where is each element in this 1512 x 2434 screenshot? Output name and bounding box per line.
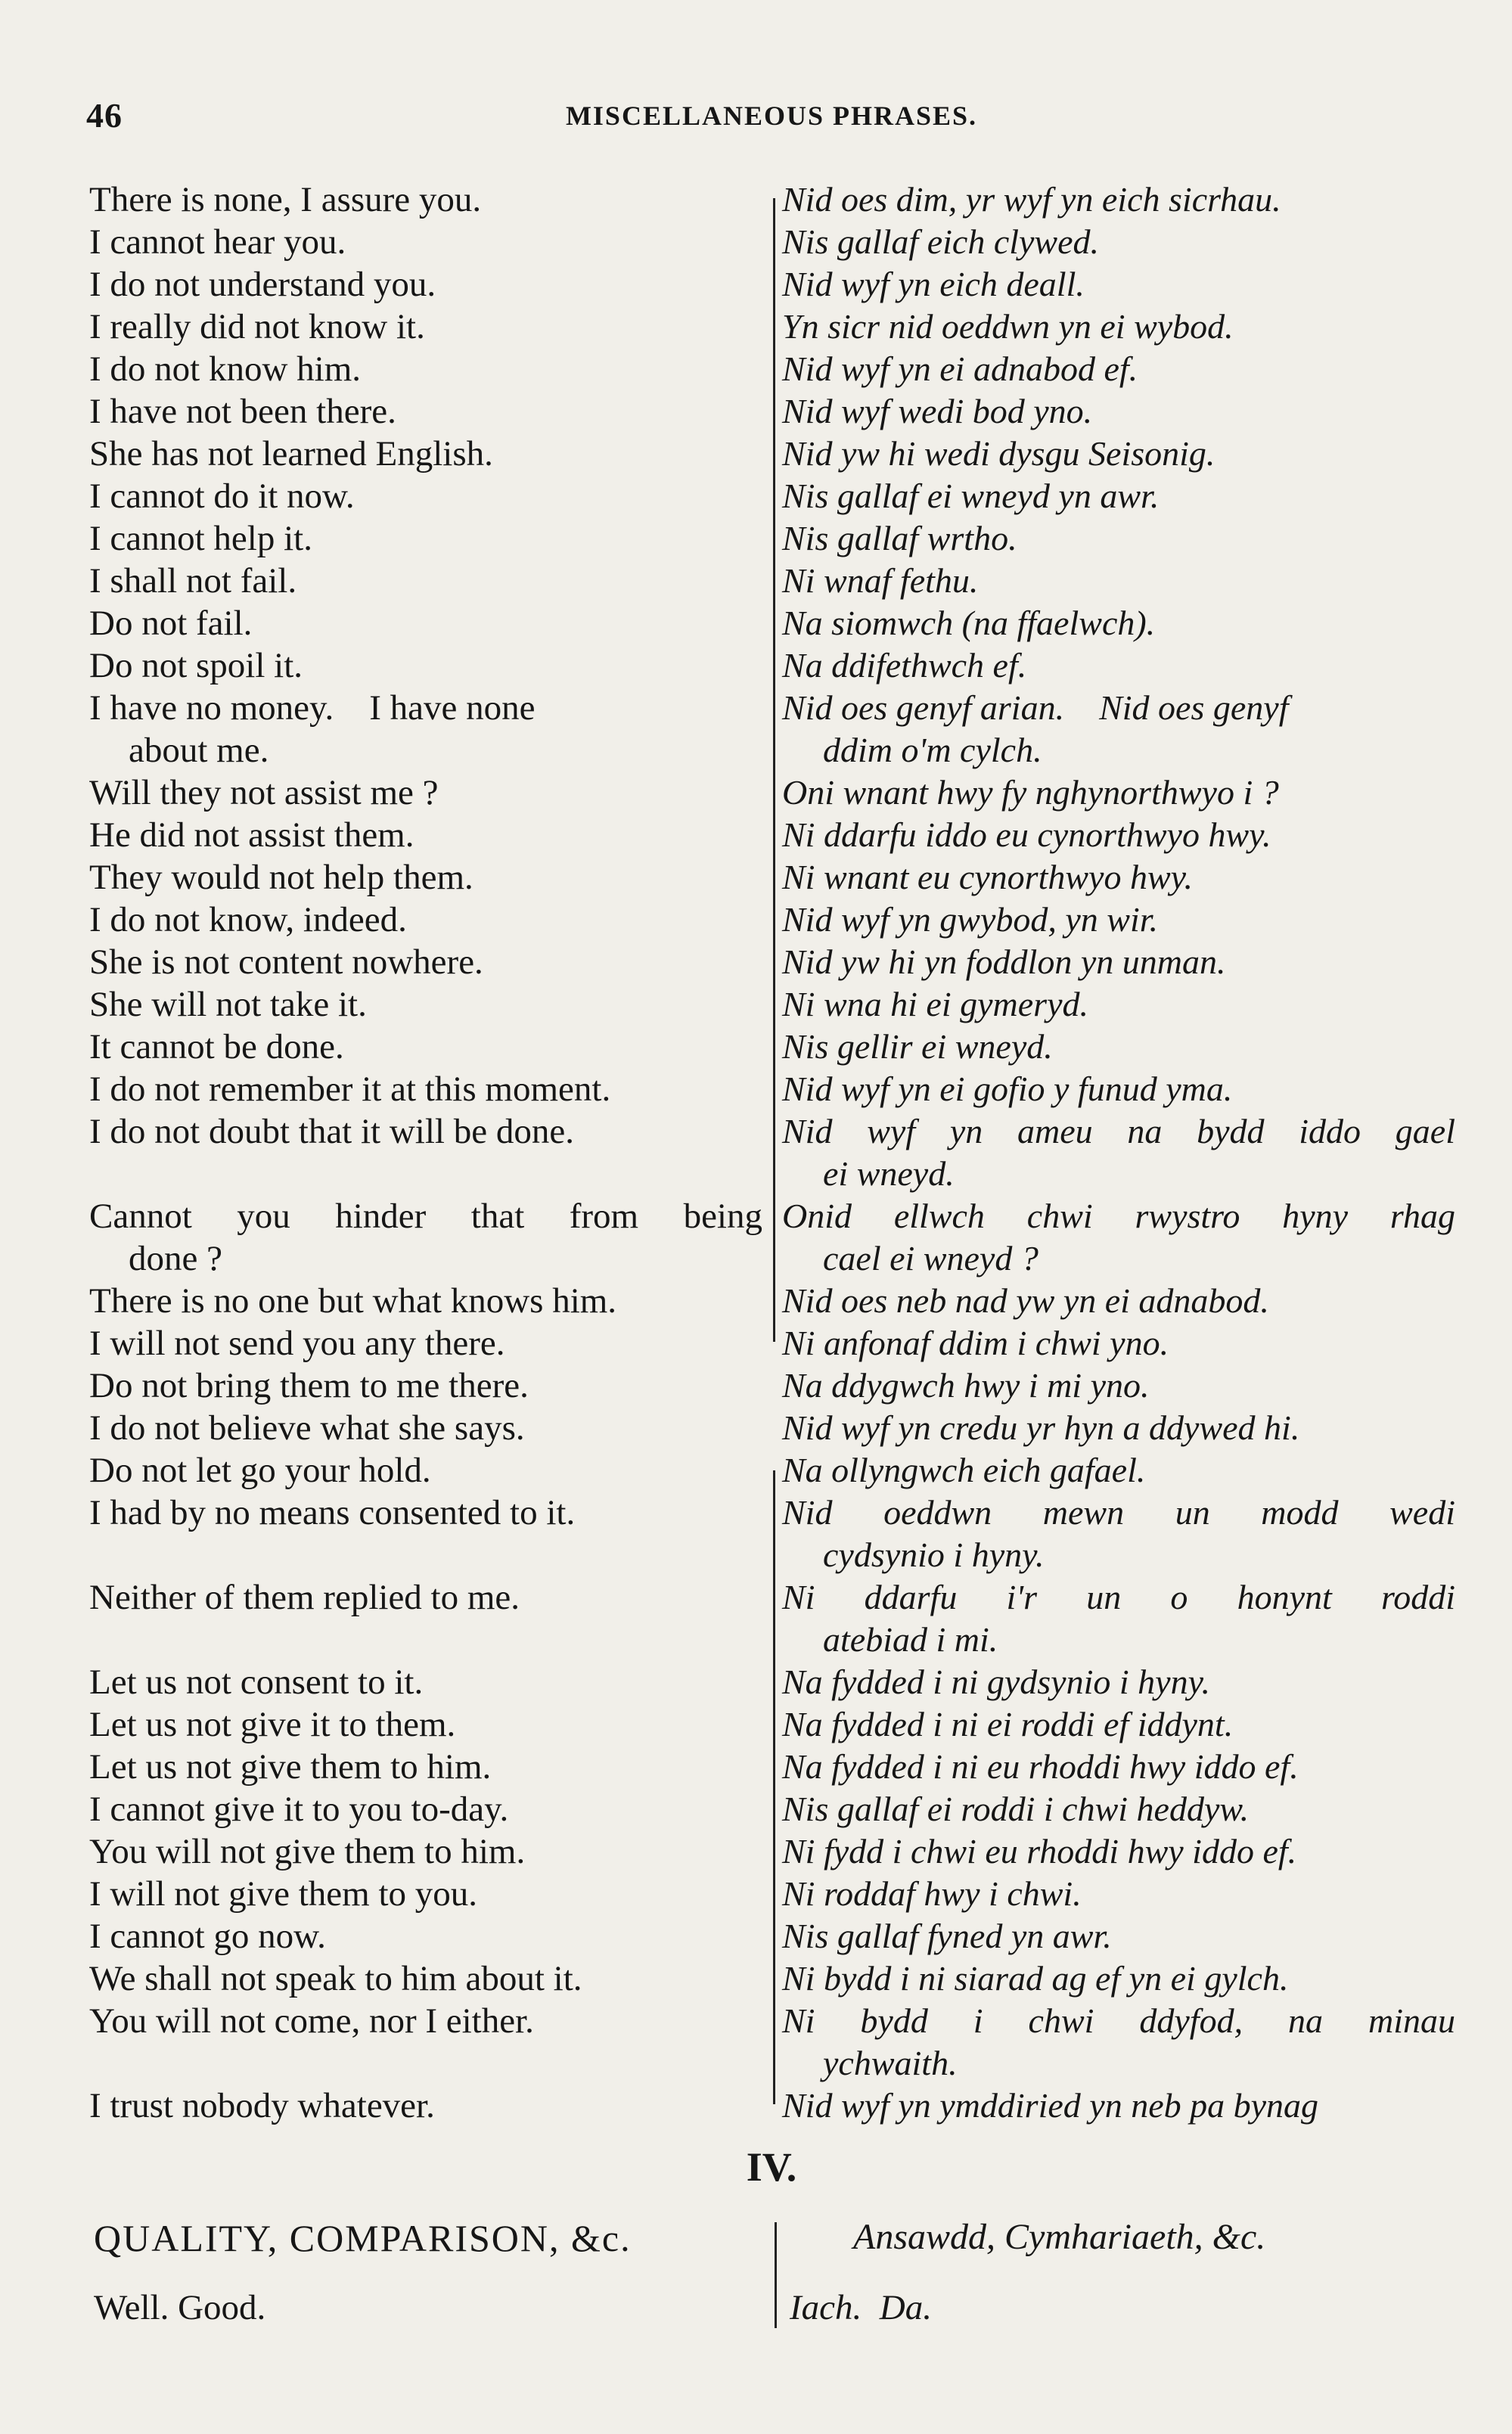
phrase-row xyxy=(0,348,1512,390)
phrase-row xyxy=(0,983,1512,1026)
welsh-phrase: Nid oes neb nad yw yn ei adnabod. xyxy=(782,1281,1269,1320)
welsh-phrase: Ni bydd i ni siarad ag ef yn ei gylch. xyxy=(782,1959,1289,1998)
phrase-row xyxy=(0,1364,1512,1407)
phrase-row xyxy=(0,1957,1512,2000)
phrase-row xyxy=(0,1534,1512,1576)
welsh-phrase: Nid oeddwn mewn un modd wedi xyxy=(782,1493,1455,1532)
english-phrase: I trust nobody whatever. xyxy=(89,2086,435,2125)
english-phrase: It cannot be done. xyxy=(89,1027,344,1066)
section-title-english: QUALITY, COMPARISON, &c. xyxy=(94,2217,632,2259)
welsh-phrase: Nis gallaf wrtho. xyxy=(782,519,1017,557)
phrase-row xyxy=(0,941,1512,983)
phrase-row xyxy=(0,856,1512,899)
welsh-phrase: Nid wyf yn ameu na bydd iddo gael xyxy=(782,1112,1455,1150)
phrase-row xyxy=(0,179,1512,221)
english-phrase: She has not learned English. xyxy=(89,434,493,473)
welsh-phrase: cael ei wneyd ? xyxy=(823,1239,1039,1278)
welsh-phrase: Nis gallaf eich clywed. xyxy=(782,222,1100,261)
phrase-row xyxy=(0,390,1512,433)
phrase-row xyxy=(0,1661,1512,1703)
phrase-row xyxy=(0,899,1512,941)
english-phrase: I cannot hear you. xyxy=(89,222,346,262)
section-title-welsh: Ansawdd, Cymhariaeth, &c. xyxy=(853,2217,1266,2257)
welsh-phrase: Na ollyngwch eich gafael. xyxy=(782,1451,1146,1489)
english-phrase: Do not fail. xyxy=(89,604,253,643)
welsh-phrase: Ni ddarfu iddo eu cynorthwyo hwy. xyxy=(782,815,1271,854)
english-phrase: I will not give them to you. xyxy=(89,1874,478,1914)
welsh-phrase: Nid yw hi wedi dysgu Seisonig. xyxy=(782,434,1215,473)
page-number: 46 xyxy=(86,96,123,135)
english-phrase: I have not been there. xyxy=(89,392,396,431)
english-phrase: I do not doubt that it will be done. xyxy=(89,1112,574,1151)
english-phrase: I will not send you any there. xyxy=(89,1324,505,1363)
english-phrase: I have no money. I have none xyxy=(89,688,536,728)
welsh-phrase: ychwaith. xyxy=(823,2044,958,2082)
phrase-row xyxy=(0,1322,1512,1364)
phrase-row xyxy=(0,433,1512,475)
welsh-phrase: ei wneyd. xyxy=(823,1154,955,1193)
phrase-row xyxy=(0,1110,1512,1153)
phrase-row xyxy=(0,1830,1512,1873)
english-phrase: They would not help them. xyxy=(89,858,473,897)
welsh-phrase: ddim o'm cylch. xyxy=(823,731,1042,769)
english-phrase: Do not spoil it. xyxy=(89,646,303,685)
phrase-row xyxy=(0,2085,1512,2127)
phrase-row xyxy=(0,729,1512,771)
phrase-row xyxy=(0,2000,1512,2042)
phrase-row xyxy=(0,814,1512,856)
phrase-row xyxy=(0,1873,1512,1915)
english-phrase: done ? xyxy=(129,1239,222,1278)
phrase-row xyxy=(0,221,1512,263)
english-phrase: Do not bring them to me there. xyxy=(89,1366,529,1405)
english-phrase: I cannot help it. xyxy=(89,519,312,558)
phrase-row xyxy=(0,517,1512,560)
english-phrase: I do not know, indeed. xyxy=(89,900,407,939)
welsh-phrase: Nis gallaf ei roddi i chwi heddyw. xyxy=(782,1790,1250,1828)
phrase-row xyxy=(0,2042,1512,2085)
phrase-row xyxy=(0,1576,1512,1619)
welsh-phrase: Na fydded i ni ei roddi ef iddynt. xyxy=(782,1705,1234,1743)
english-phrase: You will not give them to him. xyxy=(89,1832,526,1871)
welsh-phrase: Iach. Da. xyxy=(790,2288,932,2327)
welsh-phrase: Nid wyf yn eich deall. xyxy=(782,265,1085,303)
english-phrase: You will not come, nor I either. xyxy=(89,2001,534,2041)
english-phrase: Let us not give it to them. xyxy=(89,1705,456,1744)
english-phrase: We shall not speak to him about it. xyxy=(89,1959,582,1998)
phrase-row xyxy=(0,1068,1512,1110)
english-phrase: I do not believe what she says. xyxy=(89,1408,525,1448)
phrase-row xyxy=(0,1153,1512,1195)
welsh-phrase: Nid wyf yn ei adnabod ef. xyxy=(782,349,1138,388)
phrase-row xyxy=(0,771,1512,814)
welsh-phrase: atebiad i mi. xyxy=(823,1620,998,1659)
column-divider xyxy=(775,2222,777,2328)
phrase-row xyxy=(0,1915,1512,1957)
welsh-phrase: Na fydded i ni gydsynio i hyny. xyxy=(782,1663,1210,1701)
welsh-phrase: Nis gellir ei wneyd. xyxy=(782,1027,1053,1066)
phrase-row xyxy=(0,687,1512,729)
phrase-row xyxy=(0,1449,1512,1492)
english-phrase: I really did not know it. xyxy=(89,307,425,346)
english-phrase: I cannot do it now. xyxy=(89,477,355,516)
phrase-row xyxy=(0,1407,1512,1449)
phrase-row xyxy=(0,306,1512,348)
phrase-row xyxy=(0,602,1512,644)
welsh-phrase: Nis gallaf ei wneyd yn awr. xyxy=(782,477,1160,515)
english-phrase: Do not let go your hold. xyxy=(89,1451,431,1490)
phrase-row xyxy=(0,1703,1512,1746)
english-phrase: Cannot you hinder that from being xyxy=(89,1197,762,1236)
phrase-row xyxy=(0,1026,1512,1068)
english-phrase: There is none, I assure you. xyxy=(89,180,482,219)
section-numeral: IV. xyxy=(746,2144,797,2190)
welsh-phrase: Ni wnaf fethu. xyxy=(782,561,979,600)
welsh-phrase: Na siomwch (na ffaelwch). xyxy=(782,604,1156,642)
welsh-phrase: Nid wyf yn gwybod, yn wir. xyxy=(782,900,1159,939)
welsh-phrase: Nis gallaf fyned yn awr. xyxy=(782,1917,1112,1955)
welsh-phrase: Nid wyf yn credu yr hyn a ddywed hi. xyxy=(782,1408,1300,1447)
phrase-row xyxy=(0,1492,1512,1534)
welsh-phrase: Ni anfonaf ddim i chwi yno. xyxy=(782,1324,1169,1362)
welsh-phrase: Nid wyf yn ymddiried yn neb pa bynag xyxy=(782,2086,1319,2125)
welsh-phrase: cydsynio i hyny. xyxy=(823,1535,1045,1574)
english-phrase: I had by no means consented to it. xyxy=(89,1493,576,1532)
welsh-phrase: Ni wnant eu cynorthwyo hwy. xyxy=(782,858,1194,896)
welsh-phrase: Na fydded i ni eu rhoddi hwy iddo ef. xyxy=(782,1747,1299,1786)
english-phrase: She will not take it. xyxy=(89,985,367,1024)
english-phrase: I shall not fail. xyxy=(89,561,297,601)
welsh-phrase: Nid wyf wedi bod yno. xyxy=(782,392,1093,430)
english-phrase: I do not remember it at this moment. xyxy=(89,1070,611,1109)
welsh-phrase: Ni fydd i chwi eu rhoddi hwy iddo ef. xyxy=(782,1832,1297,1871)
welsh-phrase: Yn sicr nid oeddwn yn ei wybod. xyxy=(782,307,1234,346)
welsh-phrase: Nid yw hi yn foddlon yn unman. xyxy=(782,942,1226,981)
english-phrase: Well. Good. xyxy=(94,2288,266,2327)
english-phrase: Will they not assist me ? xyxy=(89,773,439,812)
english-phrase: She is not content nowhere. xyxy=(89,942,483,982)
phrase-row xyxy=(0,1195,1512,1237)
english-phrase: Let us not consent to it. xyxy=(89,1663,424,1702)
phrase-row xyxy=(0,1237,1512,1280)
welsh-phrase: Nid wyf yn ei gofio y funud yma. xyxy=(782,1070,1233,1108)
english-phrase: I do not know him. xyxy=(89,349,362,389)
welsh-phrase: Ni wna hi ei gymeryd. xyxy=(782,985,1088,1023)
welsh-phrase: Ni ddarfu i'r un o honynt roddi xyxy=(782,1578,1455,1616)
english-phrase: He did not assist them. xyxy=(89,815,414,855)
welsh-phrase: Nid oes genyf arian. Nid oes genyf xyxy=(782,688,1289,727)
welsh-phrase: Onid ellwch chwi rwystro hyny rhag xyxy=(782,1197,1455,1235)
welsh-phrase: Na ddifethwch ef. xyxy=(782,646,1027,685)
phrase-row xyxy=(0,644,1512,687)
phrase-row xyxy=(0,1619,1512,1661)
phrase-row xyxy=(0,1746,1512,1788)
phrase-row xyxy=(0,1280,1512,1322)
running-title: MISCELLANEOUS PHRASES. xyxy=(565,101,978,131)
phrase-row xyxy=(0,263,1512,306)
english-phrase: Neither of them replied to me. xyxy=(89,1578,520,1617)
welsh-phrase: Ni bydd i chwi ddyfod, na minau xyxy=(782,2001,1455,2040)
english-phrase: Let us not give them to him. xyxy=(89,1747,492,1787)
english-phrase: about me. xyxy=(129,731,269,770)
welsh-phrase: Oni wnant hwy fy nghynorthwyo i ? xyxy=(782,773,1279,812)
phrase-row xyxy=(0,560,1512,602)
welsh-phrase: Na ddygwch hwy i mi yno. xyxy=(782,1366,1150,1405)
english-phrase: I cannot give it to you to-day. xyxy=(89,1790,509,1829)
phrase-row xyxy=(0,475,1512,517)
english-phrase: There is no one but what knows him. xyxy=(89,1281,617,1321)
english-phrase: I cannot go now. xyxy=(89,1917,326,1956)
welsh-phrase: Ni roddaf hwy i chwi. xyxy=(782,1874,1082,1913)
welsh-phrase: Nid oes dim, yr wyf yn eich sicrhau. xyxy=(782,180,1281,219)
english-phrase: I do not understand you. xyxy=(89,265,436,304)
phrase-row xyxy=(0,1788,1512,1830)
